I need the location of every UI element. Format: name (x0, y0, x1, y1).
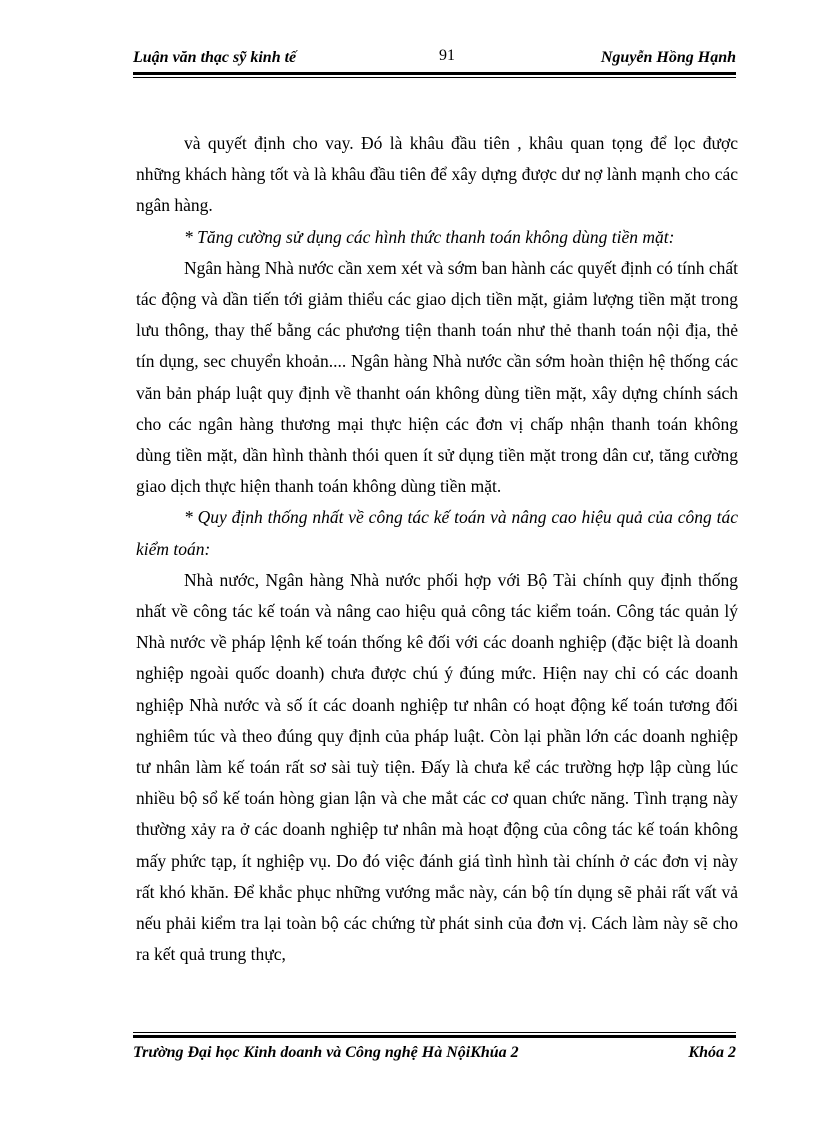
paragraph-1: và quyết định cho vay. Đó là khâu đầu tiên , khâu quan tọng để lọc được những khách hàng tốt và là khâu đầu tiên để xây dựng được dư nợ lành mạnh cho các ngân hàng. (136, 133, 738, 216)
paragraph-3: Nhà nước, Ngân hàng Nhà nước phối hợp với Bộ Tài chính quy định thống nhất về công tác kế toán và nâng cao hiệu quả công tác kiểm toán. Công tác quản lý Nhà nước về pháp lệnh kế toán thống kê đối với các doanh nghiệp (đặc biệt là doanh nghiệp ngoài quốc doanh) chưa được chú ý đúng mức. Hiện nay chỉ có các doanh nghiệp Nhà nước và số ít các doanh nghiệp tư nhân có hoạt động kế toán tương đối nghiêm túc và theo đúng quy định của pháp luật. Còn lại phần lớn các doanh nghiệp tư nhân làm kế toán rất sơ sài tuỳ tiện. Đấy là chưa kể các trường hợp lập cùng lúc nhiều bộ sổ kế toán hòng gian lận và che mắt các cơ quan chức năng. Tình trạng này thường xảy ra ở các doanh nghiệp tư nhân mà hoạt động của công tác kế toán không mấy phức tạp, ít nghiệp vụ. Do đó việc đánh giá tình hình tài chính ở các đơn vị này rất khó khăn. Để khắc phục những vướng mắc này, cán bộ tín dụng sẽ phải rất vất vả nếu phải kiểm tra lại toàn bộ các chứng từ phát sinh của đơn vị. Cách làm này sẽ cho ra kết quả trung thực, (136, 569, 738, 965)
page-footer (133, 1042, 736, 1068)
footer-university-name: Trường Đại học Kinh doanh và Công nghệ Hà NộiKhúa 2 (133, 1044, 519, 1061)
footer-rule-thin (133, 1032, 736, 1033)
footer-rule-thick (133, 1035, 736, 1038)
subheading-cashless-payment: * Tăng cường sử dụng các hình thức thanh toán không dùng tiền mặt: (184, 226, 675, 247)
header-author-name: Nguyễn Hồng Hạnh (600, 49, 736, 66)
page-number: 91 (439, 47, 455, 64)
footer-course: Khóa 2 (688, 1044, 736, 1061)
header-rule-thick (133, 72, 736, 75)
header-thesis-title: Luận văn thạc sỹ kinh tế (133, 49, 297, 66)
header-rule-thin (133, 77, 736, 78)
subheading-accounting-audit: * Quy định thống nhất về công tác kế toán và nâng cao hiệu quả của công tác kiểm toán: (136, 507, 738, 559)
page-body (136, 128, 738, 970)
paragraph-2: Ngân hàng Nhà nước cần xem xét và sớm ban hành các quyết định có tính chất tác động và dần tiến tới giảm thiểu các giao dịch tiền mặt, giảm lượng tiền mặt trong lưu thông, thay thế bằng các phương tiện thanh toán như thẻ thanh toán nội địa, thẻ tín dụng, sec chuyển khoản.... Ngân hàng Nhà nước cần sớm hoàn thiện hệ thống các văn bản pháp luật quy định về thanht oán không dùng tiền mặt, xây dựng chính sách cho các ngân hàng thương mại thực hiện các đơn vị chấp nhận thanh toán không dùng tiền mặt, dần hình thành thói quen ít sử dụng tiền mặt trong dân cư, tăng cường giao dịch thực hiện thanh toán không dùng tiền mặt. (136, 257, 738, 497)
page-header (133, 46, 736, 72)
